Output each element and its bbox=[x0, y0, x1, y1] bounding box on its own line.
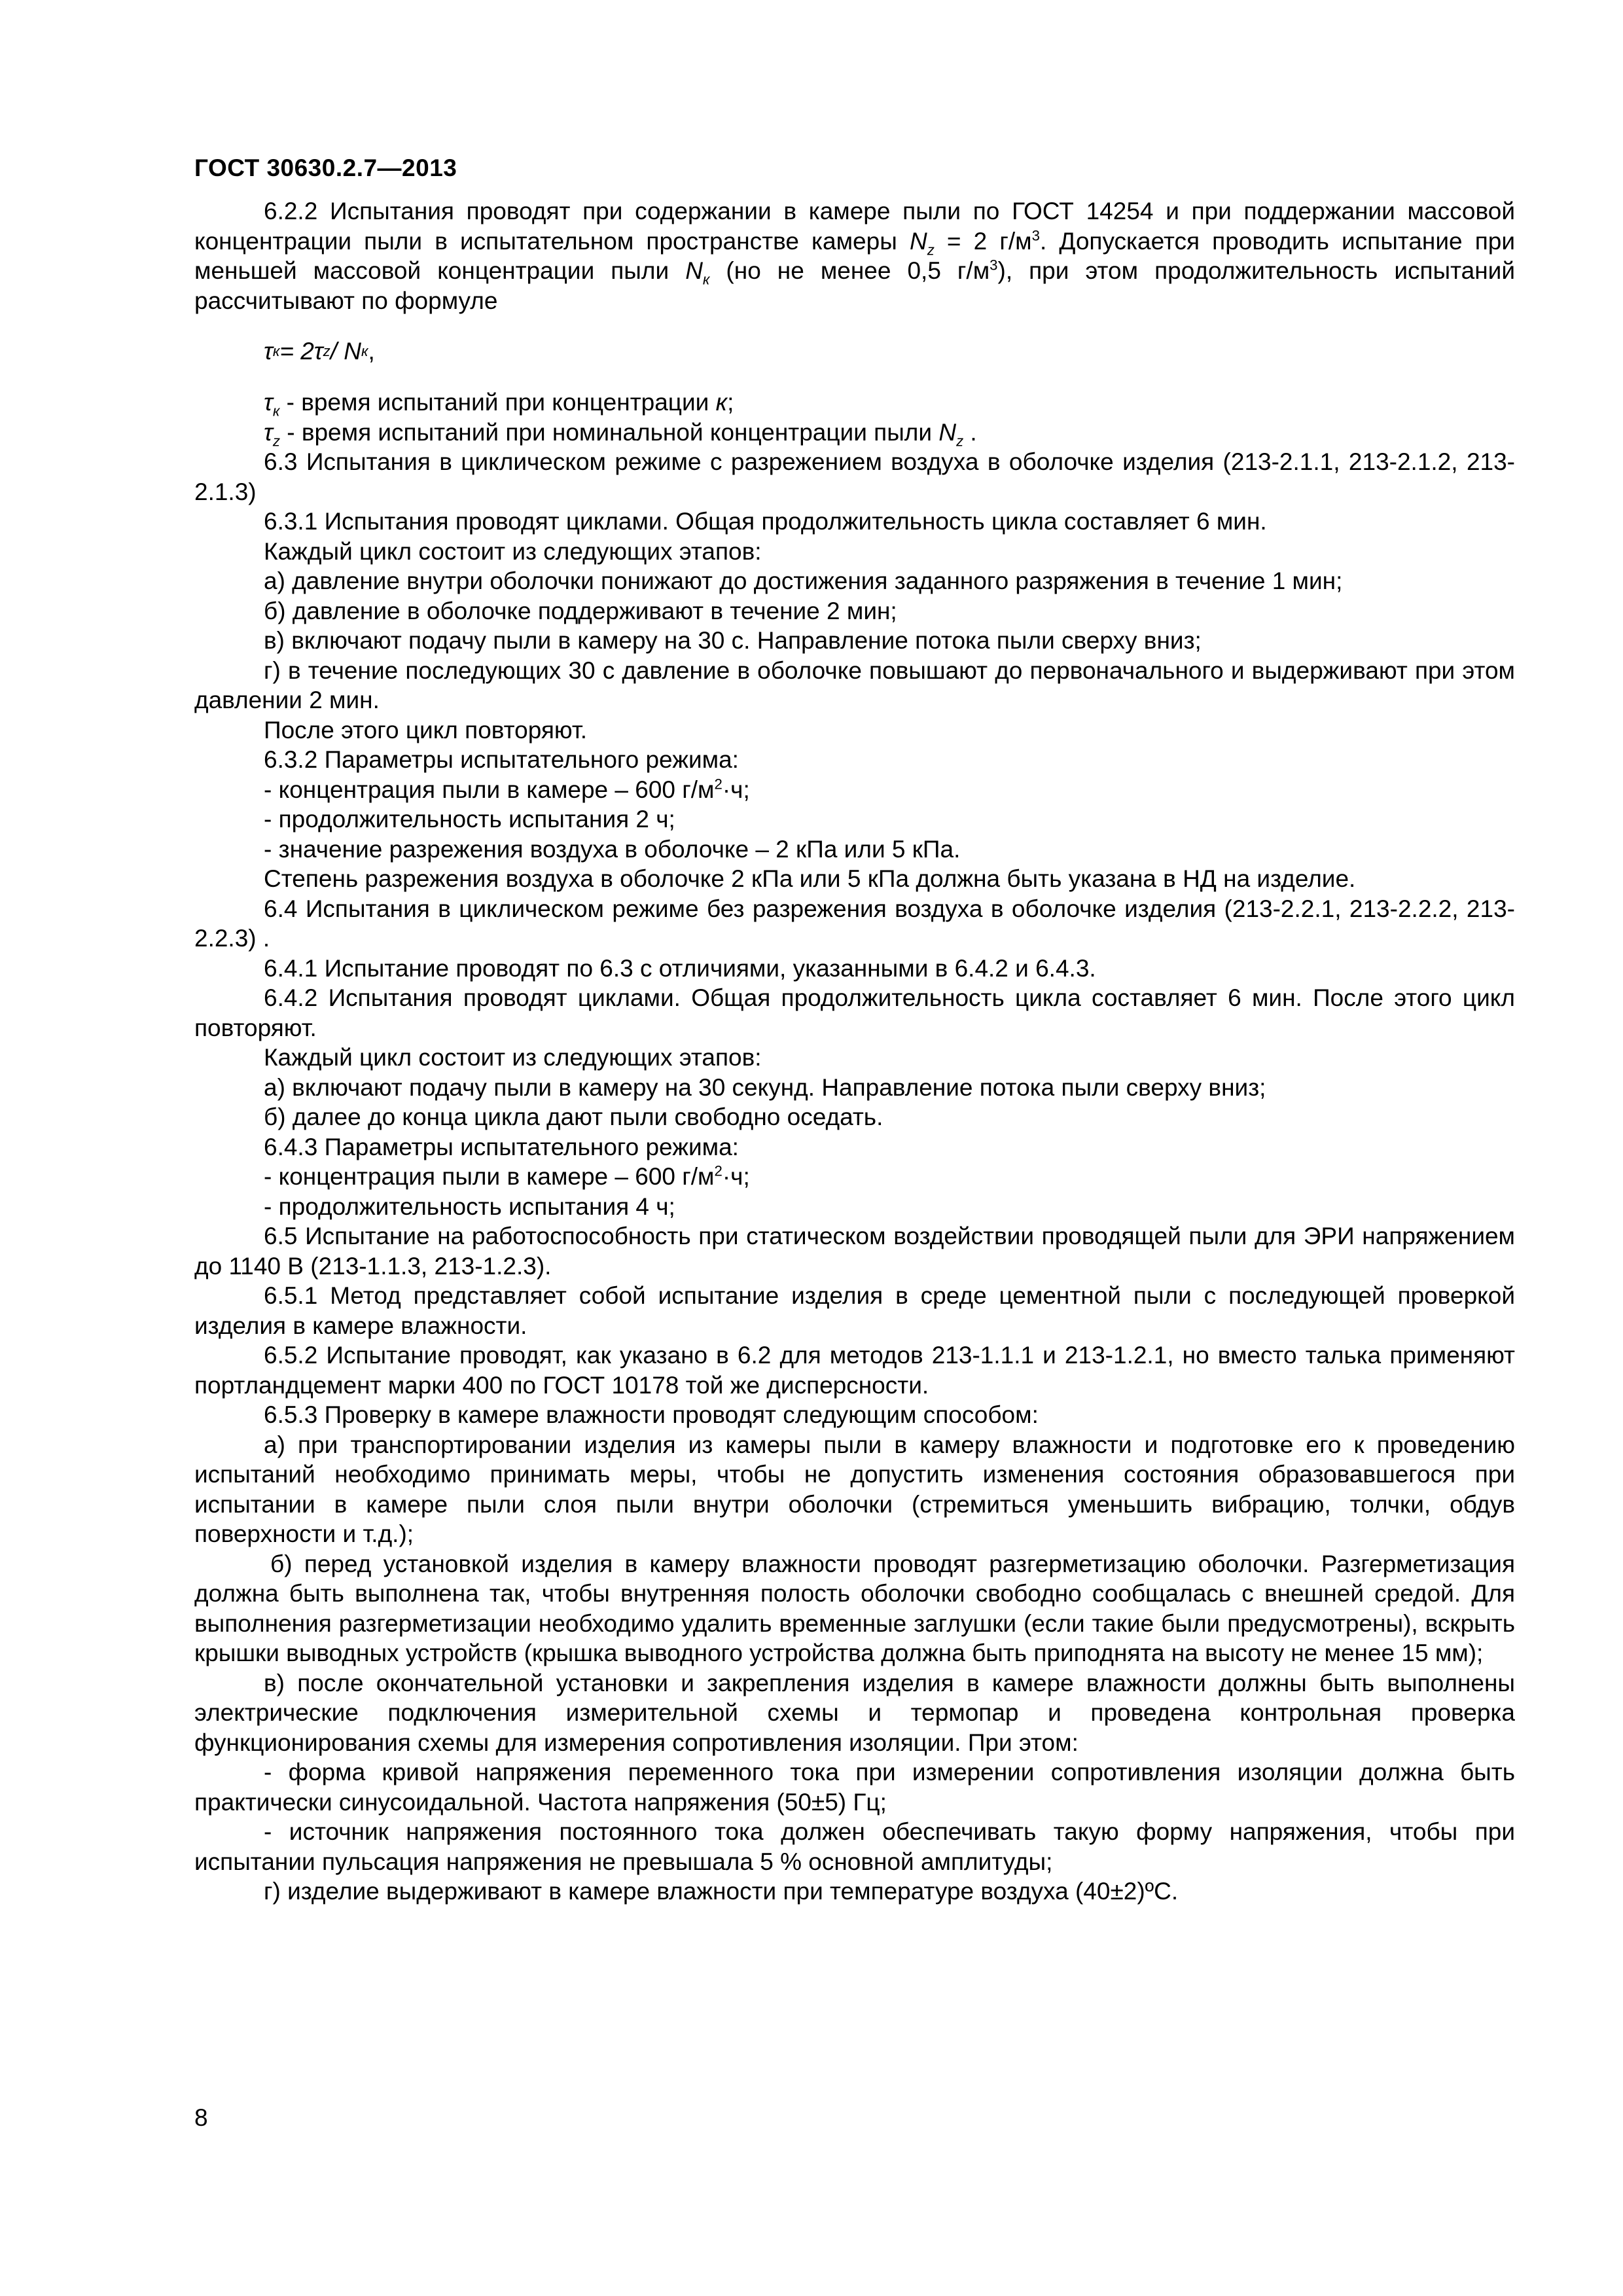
page-number: 8 bbox=[194, 2104, 208, 2131]
document-body bbox=[194, 196, 1515, 1907]
paragraph-6-5-3-v-item: - источник напряжения постоянного тока должен обеспечивать такую форму напряжения, чтобы при испытании пульсация напряжения не превышала 5 % основной амплитуды; bbox=[194, 1818, 1515, 1875]
paragraph-6-5-3-g: г) изделие выдерживают в камере влажности при температуре воздуха (40±2)ºС. bbox=[264, 1878, 1179, 1905]
paragraph-6-5-3-v-item: - форма кривой напряжения переменного тока при измерении сопротивления изоляции должна быть практически синусоидальной. Частота напряжения (50±5) Гц; bbox=[194, 1759, 1515, 1816]
paragraph-6-3-2-item: - концентрация пыли в камере – 600 $г/м^2\cdot ч$; bbox=[264, 776, 750, 803]
formula-legend-z: $\tau_z$ - время испытаний при номинальной концентрации пыли $N_z$ . bbox=[264, 418, 977, 449]
formula-legend-k: $\tau_к$ - время испытаний при концентрации к; bbox=[264, 389, 734, 420]
paragraph-6-4-3-item: - концентрация пыли в камере – 600 $г/м^2\cdot ч$; bbox=[264, 1162, 750, 1190]
paragraph-6-4-2-b: б) далее до конца цикла дают пыли свободно оседать. bbox=[264, 1103, 883, 1130]
document-header: ГОСТ 30630.2.7—2013 bbox=[194, 154, 457, 181]
paragraph-6-3-1-a: а) давление внутри оболочки понижают до достижения заданного разряжения в течение 1 мин; bbox=[264, 567, 1343, 594]
paragraph-6-3-1-repeat: После этого цикл повторяют. bbox=[264, 716, 587, 744]
formula: τ к = 2τ z / N к , bbox=[264, 338, 375, 365]
paragraph-6-4-2-a: а) включают подачу пыли в камеру на 30 секунд. Направление потока пыли сверху вниз; bbox=[264, 1073, 1266, 1101]
paragraph-6-5: 6.5 Испытание на работоспособность при статическом воздействии проводящей пыли для ЭРИ напряжением до 1140 В (213-1.1.3, 213-1.2.3). bbox=[194, 1223, 1515, 1280]
paragraph-6-3: 6.3 Испытания в циклическом режиме с разрежением воздуха в оболочке изделия (213-2.1.1, 213-2.1.2, 213-2.1.3) bbox=[194, 448, 1515, 505]
paragraph-6-3-2-note: Степень разрежения воздуха в оболочке 2 кПа или 5 кПа должна быть указана в НД на изделие. bbox=[264, 865, 1356, 892]
paragraph-6-3-1-stages: Каждый цикл состоит из следующих этапов: bbox=[264, 537, 762, 565]
paragraph-6-4-1: 6.4.1 Испытание проводят по 6.3 с отличиями, указанными в 6.4.2 и 6.4.3. bbox=[264, 954, 1096, 982]
paragraph-6-3-2-item: - значение разрежения воздуха в оболочке – 2 кПа или 5 кПа. bbox=[264, 835, 961, 863]
paragraph-6-4-3: 6.4.3 Параметры испытательного режима: bbox=[264, 1133, 739, 1160]
paragraph-6-5-3: 6.5.3 Проверку в камере влажности проводят следующим способом: bbox=[264, 1401, 1039, 1428]
paragraph-6-5-3-v: в) после окончательной установки и закрепления изделия в камере влажности должны быть выполнены электрические подключения измерительной схемы и термопар и проведена контрольная проверка функционирования схемы для измерения сопротивления изоляции. При этом: bbox=[194, 1669, 1515, 1756]
paragraph-6-4-3-item: - продолжительность испытания 4 ч; bbox=[264, 1193, 675, 1220]
paragraph-6-3-2: 6.3.2 Параметры испытательного режима: bbox=[264, 746, 739, 773]
paragraph-6-2-2: 6.2.2 Испытания проводят при содержании в камере пыли по ГОСТ 14254 и при поддержании массовой концентрации пыли в испытательном пространстве камеры $N_z = 2$ $г/м^3$. Допускается проводить испытание при меньшей массовой концентрации пыли $N_к$ (но не менее 0,5 $г/м^3$), при этом продолжительность испытаний рассчитывают по формуле bbox=[194, 198, 1516, 314]
paragraph-6-4: 6.4 Испытания в циклическом режиме без разрежения воздуха в оболочке изделия (213-2.2.1, 213-2.2.2, 213-2.2.3) . bbox=[194, 895, 1515, 952]
paragraph-6-5-1: 6.5.1 Метод представляет собой испытание изделия в среде цементной пыли с последующей проверкой изделия в камере влажности. bbox=[194, 1282, 1515, 1339]
paragraph-6-3-1-g: г) в течение последующих 30 с давление в оболочке повышают до первоначального и выдерживают при этом давлении 2 мин. bbox=[194, 656, 1515, 713]
paragraph-6-5-2: 6.5.2 Испытание проводят, как указано в 6.2 для методов 213-1.1.1 и 213-1.2.1, но вместо талька применяют портландцемент марки 400 по ГОСТ 10178 той же дисперсности. bbox=[194, 1342, 1515, 1399]
paragraph-6-3-2-item: - продолжительность испытания 2 ч; bbox=[264, 806, 675, 833]
paragraph-6-4-2-stages: Каждый цикл состоит из следующих этапов: bbox=[264, 1044, 762, 1071]
paragraph-6-3-1: 6.3.1 Испытания проводят циклами. Общая продолжительность цикла составляет 6 мин. bbox=[264, 508, 1267, 535]
paragraph-6-5-3-a: а) при транспортировании изделия из камеры пыли в камеру влажности и подготовке его к проведению испытаний необходимо принимать меры, чтобы не допустить изменения состояния образовавшегося при испытании в камере пыли слоя пыли внутри оболочки (стремиться уменьшить вибрацию, толчки, обдув поверхности и т.д.); bbox=[194, 1431, 1515, 1547]
paragraph-6-4-2: 6.4.2 Испытания проводят циклами. Общая продолжительность цикла составляет 6 мин. После этого цикл повторяют. bbox=[194, 984, 1515, 1041]
paragraph-6-3-1-b: б) давление в оболочке поддерживают в течение 2 мин; bbox=[264, 597, 897, 624]
paragraph-6-5-3-b: б) перед установкой изделия в камеру влажности проводят разгерметизацию оболочки. Разгерметизация должна быть выполнена так, чтобы внутренняя полость оболочки свободно сообщалась с внешней средой. Для выполнения разгерметизации необходимо удалить временные заглушки (если такие были предусмотрены), вскрыть крышки выводных устройств (крышка выводного устройства должна быть приподнята на высоту не менее 15 мм); bbox=[194, 1550, 1515, 1666]
paragraph-6-3-1-v: в) включают подачу пыли в камеру на 30 с. Направление потока пыли сверху вниз; bbox=[264, 627, 1202, 654]
